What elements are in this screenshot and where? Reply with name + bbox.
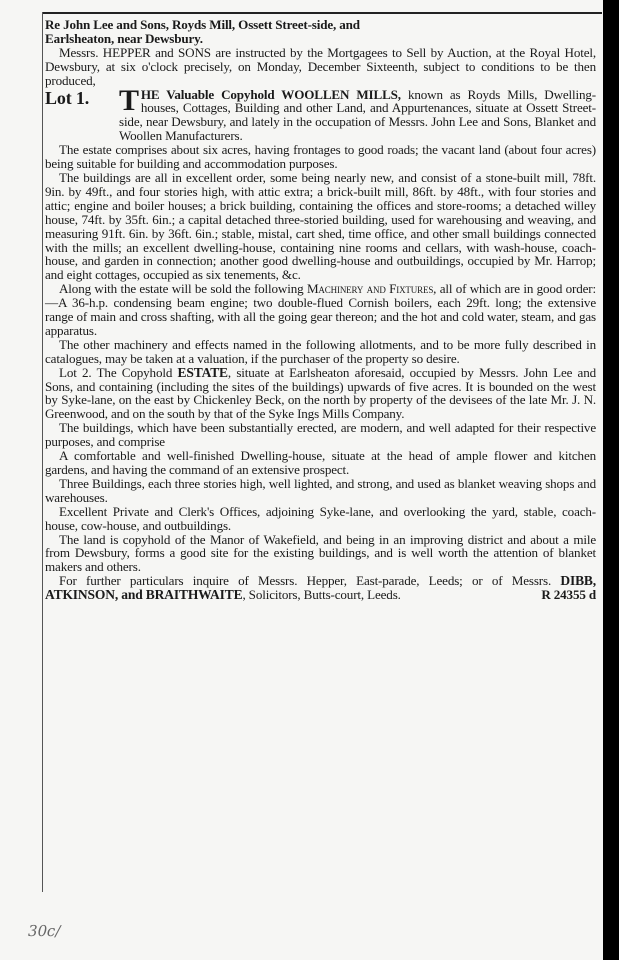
intro-paragraph: Messrs. HEPPER and SONS are instructed by the Mortgagees to Sell by Auction, at the Royal Hotel, Dewsbury, at six o'clock precisely, on Monday, December Sixteenth, subject to conditions to be then produced,: [45, 44, 596, 88]
margin-scribble: 30c/: [26, 922, 63, 940]
lot-1-text: known as Royds Mills, Dwelling-houses, Cottages, Building and other Land, and Appurtenances, situate at Ossett Street-side, near Dewsbury, and lately in the occupation of Messrs. John Lee and Sons, Blanket and Woollen Manufacturers.: [119, 86, 597, 144]
auction-notice: [45, 18, 596, 602]
lot-2-text-b: , situate at Earlsheaton aforesaid, occupied by Messrs. John Lee and Sons, and containing (including the sites of the buildings) upwards of five acres. It is bounded on the west by Syke-lane, on the east by Chickenley Beck, on the north by property of the devisees of the late Mr. J. N. Greenwood, and on the south by that of the Syke Ings Mills Company.: [45, 364, 597, 422]
drop-cap: T: [119, 83, 139, 117]
other-machinery-paragraph: The other machinery and effects named in the following allotments, and to be more fully described in catalogues, may be taken at a valuation, if the purchaser of the property so desire.: [45, 336, 596, 366]
three-buildings-paragraph: Three Buildings, each three stories high, well lighted, and strong, and used as blanket weaving shops and warehouses.: [45, 475, 596, 505]
further-particulars-paragraph: [45, 574, 596, 602]
machinery-text-b: , all of which are in good order:—A 36-h.p. condensing beam engine; two double-flued Cornish boilers, each 29ft. long; the extensive range of main and cross shafting, with all the going gear thereon; and the hot and cold water, steam, and gas apparatus.: [45, 281, 596, 338]
machinery-text-a: Along with the estate will be sold the following: [59, 281, 304, 297]
machinery-caps: Machinery and Fixtures: [306, 281, 434, 297]
machinery-paragraph: [45, 282, 596, 338]
solicitors-name: DIBB, ATKINSON, and BRAITHWAITE: [45, 573, 597, 603]
offices-paragraph: Excellent Private and Clerk's Offices, adjoining Syke-lane, and overlooking the yard, stable, coach-house, cow-house, and outbuildings.: [45, 503, 596, 533]
heading-line-1: Re John Lee and Sons, Royds Mill, Ossett Street-side, and: [45, 17, 360, 32]
lot-2-text-a: Lot 2. The Copyhold: [59, 364, 173, 380]
further-text-b: , Solicitors, Butts-court, Leeds.: [242, 587, 401, 603]
lot-2-paragraph: [45, 366, 596, 422]
lot-2-caps: ESTATE: [177, 364, 228, 380]
column-top-rule: [42, 12, 602, 14]
land-paragraph: The land is copyhold of the Manor of Wakefield, and being in an improving district and about a mile from Dewsbury, forms a good site for the existing buildings, and is well worth the attention of blanket makers and others.: [45, 531, 596, 575]
buildings-paragraph: The buildings are all in excellent order, some being nearly new, and consist of a stone-built mill, 78ft. 9in. by 49ft., and four stories high, with attic extra; a brick-built mill, 86ft. by 48ft., with four stories and attic; engine and boiler houses; a brick building, containing the offices and store-rooms; a detached willey house, 74ft. by 35ft. 6in.; a capital detached three-storied building, used for warehousing and weaving, and measuring 91ft. 6in. by 36ft. 6in.; stable, mistal, cart shed, time office, and other small buildings connected with the mills; an excellent dwelling-house, containing nine rooms and cellars, with wash-house, coach-house, and garden in connection; another good dwelling-house and outbuildings, occupied by Mr. Harrop; and eight cottages, occupied as six tenements, &c.: [45, 169, 596, 283]
lot-1-label: Lot 1.: [45, 87, 90, 108]
heading-line-2: Earlsheaton, near Dewsbury.: [45, 30, 203, 46]
notice-heading: [45, 18, 596, 46]
column-left-rule: [42, 12, 43, 892]
reference-code: R 24355 d: [541, 587, 596, 603]
lot-1-paragraph: [45, 83, 597, 144]
lot-1-title: HE Valuable Copyhold WOOLLEN MILLS,: [140, 86, 401, 102]
dwelling-paragraph: A comfortable and well-finished Dwelling-house, situate at the head of ample flower and kitchen gardens, and having the command of an extensive prospect.: [45, 448, 596, 477]
further-text-a: For further particulars inquire of Messrs. Hepper, East-parade, Leeds; or of Messrs.: [59, 573, 552, 589]
lot-2-buildings-paragraph: The buildings, which have been substantially erected, are modern, and well adapted for their respective purposes, and comprise: [45, 420, 596, 450]
estate-paragraph: The estate comprises about six acres, having frontages to good roads; the vacant land (about four acres) being suitable for building and accommodation purposes.: [45, 142, 596, 172]
